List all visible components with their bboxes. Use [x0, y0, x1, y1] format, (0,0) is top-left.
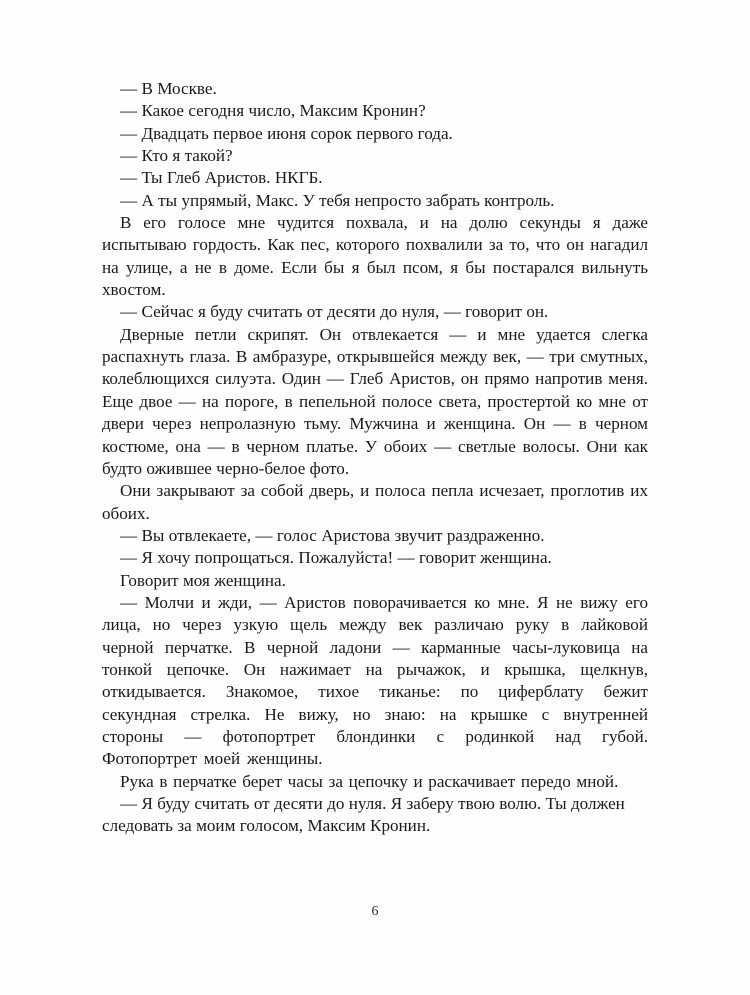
dialogue-line: — А ты упрямый, Макс. У тебя непросто забрать контроль.: [120, 190, 555, 210]
body-paragraph: В его голосе мне чудится похвала, и на долю секунды я даже испытываю гордость. Как пес, которого похвалили за то, что он нагадил на улице, а не в доме. Если бы я был псом, я бы постарался вильнуть хвостом.: [102, 213, 648, 300]
dialogue-line: — Ты Глеб Аристов. НКГБ.: [120, 168, 323, 188]
body-paragraph: Они закрывают за собой дверь, и полоса пепла исчезает, проглотив их обоих.: [102, 481, 648, 523]
dialogue-line: — Вы отвлекаете, — голос Аристова звучит раздраженно.: [120, 525, 545, 545]
page-number: 6: [371, 904, 379, 919]
dialogue-line: Говорит моя женщина.: [120, 570, 286, 590]
dialogue-line: — Я буду считать от десяти до нуля. Я заберу твою волю. Ты должен следовать за моим голосом, Максим Кронин.: [102, 794, 625, 836]
body-paragraph: Рука в перчатке берет часы за цепочку и раскачивает передо мной.: [120, 771, 619, 791]
dialogue-line: — Двадцать первое июня сорок первого года.: [120, 123, 453, 143]
dialogue-line: — Я хочу попрощаться. Пожалуйста! — говорит женщина.: [120, 548, 552, 568]
dialogue-line: — Кто я такой?: [120, 146, 233, 166]
dialogue-line: — В Москве.: [120, 79, 217, 98]
dialogue-line: — Какое сегодня число, Максим Кронин?: [120, 101, 426, 121]
body-paragraph: — Молчи и жди, — Аристов поворачивается ко мне. Я не вижу его лица, но через узкую щель между век различаю руку в лайковой черной перчатке. В черной ладони — карманные часы-луковица на тонкой цепочке. Он нажимает на рычажок, и крышка, щелкнув, откидывается. Знакомое, тихое тиканье: по циферблату бежит секундная стрелка. Не вижу, но знаю: на крышке с внутренней стороны — фотопортрет блондинки с родинкой над губой. Фотопортрет моей женщины.: [102, 592, 648, 769]
page-text-column: [102, 78, 648, 838]
body-paragraph: Дверные петли скрипят. Он отвлекается — и мне удается слегка распахнуть глаза. В амбразуре, открывшейся между век, — три смутных, колеблющихся силуэта. Один — Глеб Аристов, он прямо напротив меня. Еще двое — на пороге, в пепельной полосе света, простертой ко мне от двери через непролазную тьму. Мужчина и женщина. Он — в черном костюме, она — в черном платье. У обоих — светлые волосы. Они как будто ожившее черно-белое фото.: [102, 324, 648, 478]
dialogue-line: — Сейчас я буду считать от десяти до нуля, — говорит он.: [120, 302, 549, 322]
